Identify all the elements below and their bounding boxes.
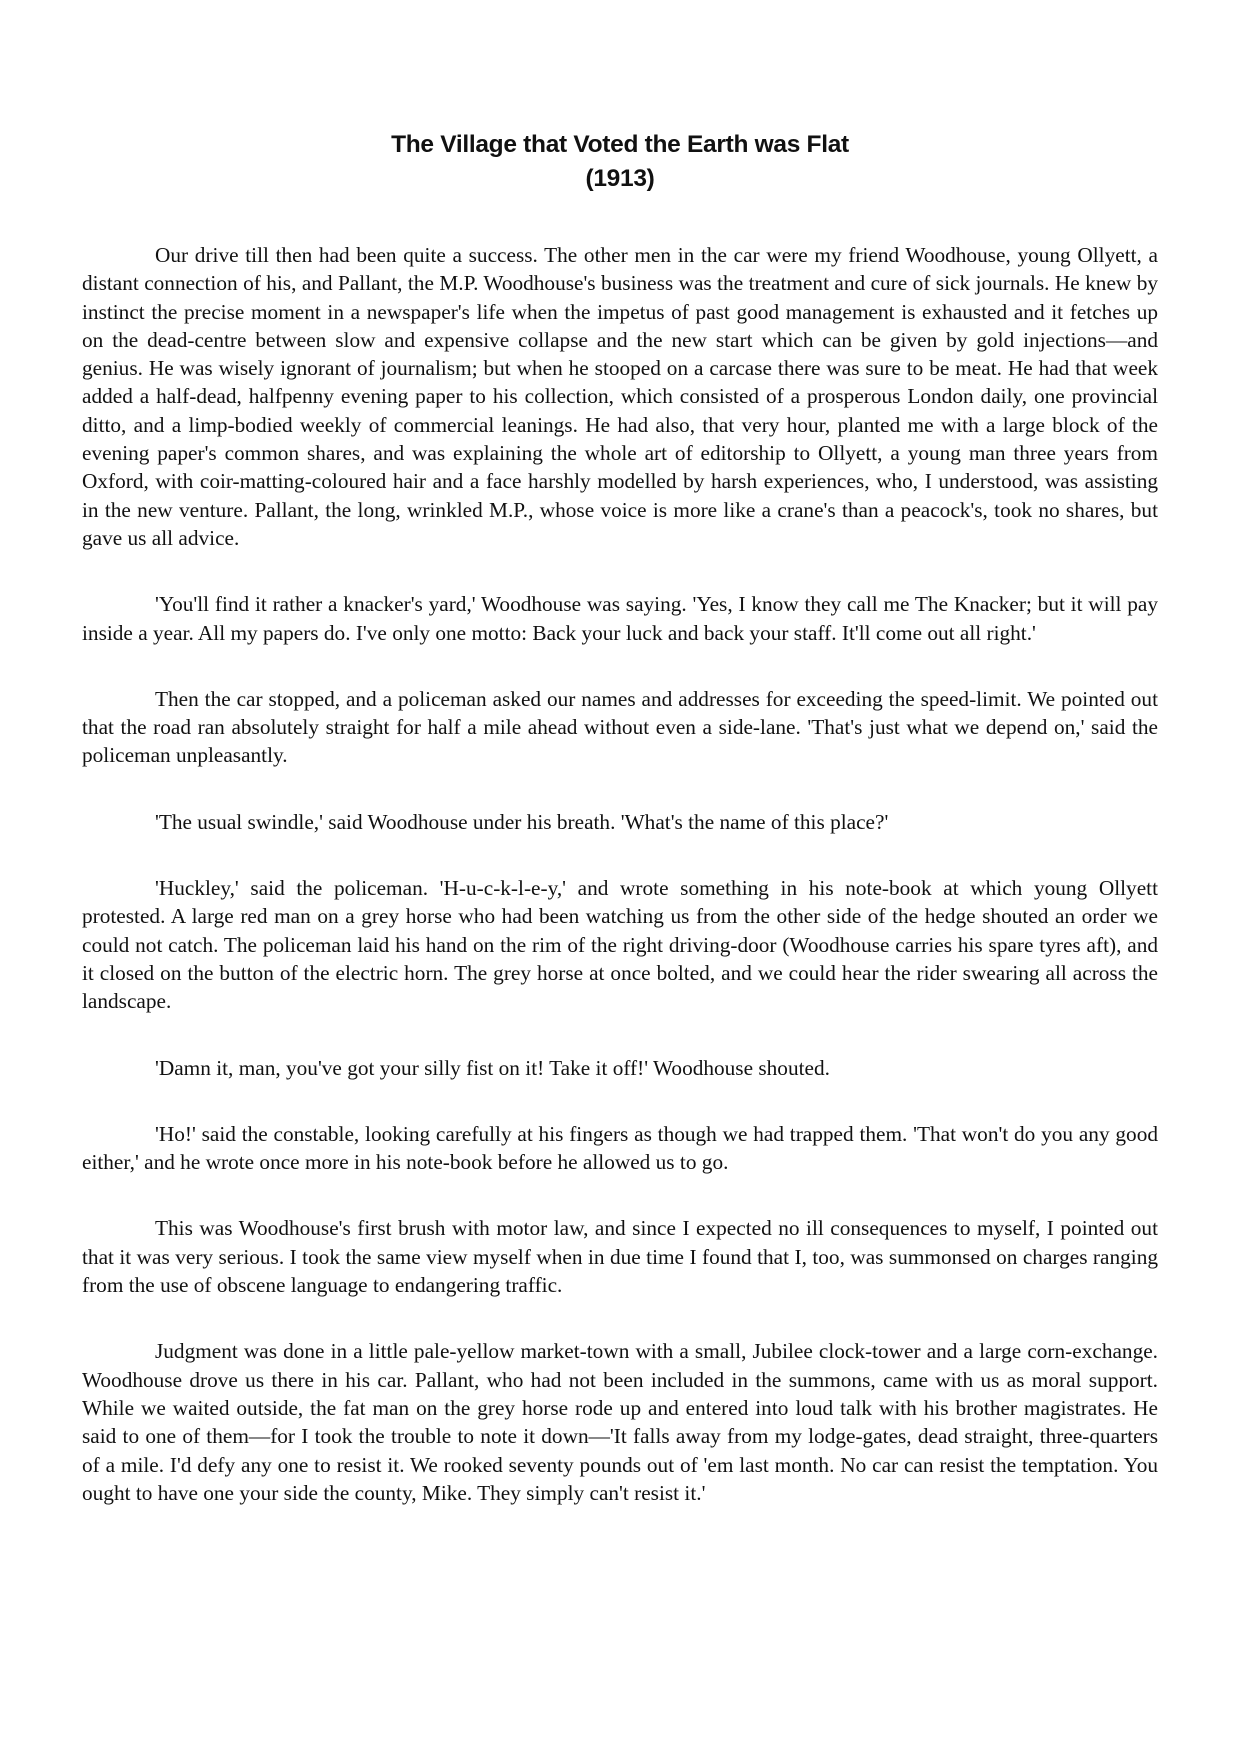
paragraph: 'Damn it, man, you've got your silly fist on it! Take it off!' Woodhouse shouted. [155,1055,830,1080]
document-page [82,128,1158,1545]
paragraph: This was Woodhouse's first brush with motor law, and since I expected no ill consequences to myself, I pointed out that it was very serious. I took the same view myself when in due time I found that I, too, was summonsed on charges ranging from the use of obscene language to endangering traffic. [82,1216,1158,1298]
document-title [82,128,1158,196]
paragraph: Judgment was done in a little pale-yellow market-town with a small, Jubilee clock-tower and a large corn-exchange. Woodhouse drove us there in his car. Pallant, who had not been included in the summons, came with us as moral support. While we waited outside, the fat man on the grey horse rode up and entered into loud talk with his brother magistrates. He said to one of them—for I took the trouble to note it down—'It falls away from my lodge-gates, dead straight, three-quarters of a mile. I'd defy any one to resist it. We rooked seventy pounds out of 'em last month. No car can resist the temptation. You ought to have one your side the county, Mike. They simply can't resist it.' [82,1339,1158,1505]
paragraph: 'Huckley,' said the policeman. 'H-u-c-k-l-e-y,' and wrote something in his note-book at which young Ollyett protested. A large red man on a grey horse who had been watching us from the other side of the hedge shouted an order we could not catch. The policeman laid his hand on the rim of the right driving-door (Woodhouse carries his spare tyres aft), and it closed on the button of the electric horn. The grey horse at once bolted, and we could hear the rider swearing all across the landscape. [82,876,1158,1014]
paragraph: Our drive till then had been quite a success. The other men in the car were my friend Woodhouse, young Ollyett, a distant connection of his, and Pallant, the M.P. Woodhouse's business was the treatment and cure of sick journals. He knew by instinct the precise moment in a newspaper's life when the impetus of past good management is exhausted and it fetches up on the dead-centre between slow and expensive collapse and the new start which can be given by gold injections—and genius. He was wisely ignorant of journalism; but when he stooped on a carcase there was sure to be meat. He had that week added a half-dead, halfpenny evening paper to his collection, which consisted of a prosperous London daily, one provincial ditto, and a limp-bodied weekly of commercial leanings. He had also, that very hour, planted me with a large block of the evening paper's common shares, and was explaining the whole art of editorship to Ollyett, a young man three years from Oxford, with coir-matting-coloured hair and a face harshly modelled by harsh experiences, who, I understood, was assisting in the new venture. Pallant, the long, wrinkled M.P., whose voice is more like a crane's than a peacock's, took no shares, but gave us all advice. [82,243,1158,550]
title-line-2: (1913) [585,165,655,192]
paragraph: 'You'll find it rather a knacker's yard,' Woodhouse was saying. 'Yes, I know they call me The Knacker; but it will pay inside a year. All my papers do. I've only one motto: Back your luck and back your staff. It'll come out all right.' [82,592,1158,645]
paragraph: Then the car stopped, and a policeman asked our names and addresses for exceeding the speed-limit. We pointed out that the road ran absolutely straight for half a mile ahead without even a side-lane. 'That's just what we depend on,' said the policeman unpleasantly. [82,686,1158,768]
title-line-1: The Village that Voted the Earth was Flat [391,131,849,158]
paragraph: 'Ho!' said the constable, looking carefully at his fingers as though we had trapped them. 'That won't do you any good either,' and he wrote once more in his note-book before he allowed us to go. [82,1121,1158,1175]
paragraph: 'The usual swindle,' said Woodhouse under his breath. 'What's the name of this place?' [155,809,889,834]
